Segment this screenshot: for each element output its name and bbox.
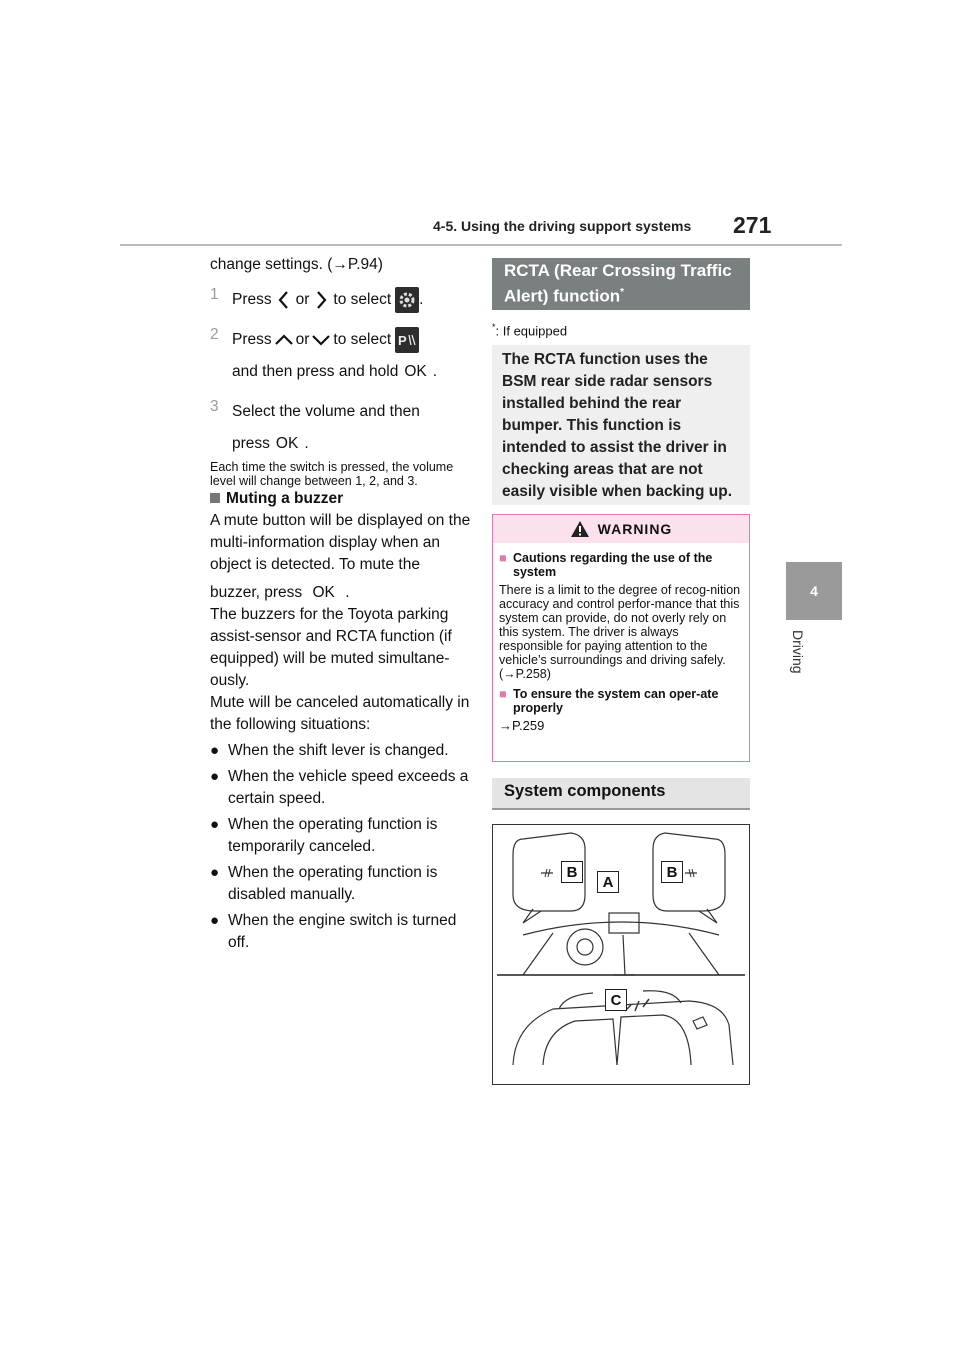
chapter-number: 4 (810, 583, 818, 599)
warning-box (492, 514, 750, 762)
settings-gear-icon (395, 287, 419, 313)
step-text: Select the volume and then (232, 403, 420, 420)
buzzers-paragraph: The buzzers for the Toyota parking assist-sensor and RCTA function (if equipped) will be muted simultane-ously. (210, 606, 452, 689)
step-2 (210, 324, 472, 388)
step-number: 2 (210, 326, 219, 343)
mute-paragraph: A mute button will be displayed on the multi-information display when an object is detected. To mute the (210, 512, 471, 573)
footnote-text: : If equipped (495, 323, 568, 339)
mute-heading-text: Muting a buzzer (226, 490, 344, 507)
warning-subheading (499, 551, 743, 579)
list-item (210, 910, 472, 954)
system-components-figure (492, 824, 750, 1085)
section-title: 4-5. Using the driving support systems (433, 218, 692, 234)
list-item (210, 862, 472, 906)
bullet-icon: ● (210, 912, 220, 929)
bullet-icon: ● (210, 742, 220, 759)
step-text: press (232, 435, 270, 452)
step-text: . (304, 435, 309, 452)
callout-a: A (597, 871, 619, 893)
list-item (210, 766, 472, 810)
vehicle-illustration (493, 825, 749, 1084)
callout-b-right: B (661, 861, 683, 883)
warning-subheading-text: Cautions regarding the use of the system (513, 551, 713, 579)
chevron-left-icon (272, 289, 296, 311)
header-rule (120, 244, 842, 246)
volume-note: Each time the switch is pressed, the volume level will change between 1, 2, and 3. (210, 460, 454, 488)
chevron-up-icon (272, 329, 296, 351)
step-text: or (295, 331, 310, 348)
intro-text: change settings. (→P.94) (210, 256, 383, 273)
ok-button-label: OK (275, 435, 299, 452)
mute-text: buzzer, press (210, 584, 303, 601)
warning-subheading-text: To ensure the system can oper-ate properly (513, 687, 719, 715)
step-text: to select (333, 291, 392, 308)
left-column (210, 254, 472, 954)
system-components-heading: System components (492, 778, 750, 810)
square-bullet-icon: ■ (499, 551, 507, 565)
mute-paragraph-cont (210, 582, 472, 604)
step-text: and then press and hold (232, 363, 399, 380)
list-item-text: When the shift lever is changed. (228, 742, 449, 759)
footnote-marker: * (492, 322, 496, 332)
list-item (210, 740, 472, 762)
footnote-marker: * (620, 287, 625, 298)
chapter-label: Driving (790, 630, 806, 674)
footnote (492, 322, 567, 338)
warning-text: There is a limit to the degree of recog-nition accuracy and control perfor-mance that this system can provide, do not overly rely on this system. The driver is always responsible for paying attention to the vehicle’s surroundings and driving safely. (→P.258) (499, 583, 741, 681)
rcta-heading (492, 258, 750, 310)
svg-text:P: P (398, 333, 407, 348)
cancel-paragraph: Mute will be canceled automatically in the following situations: (210, 694, 470, 733)
callout-b-left: B (561, 861, 583, 883)
callout-c: C (605, 989, 627, 1011)
step-text: or (295, 291, 310, 308)
bullet-icon: ● (210, 816, 220, 833)
step-number: 3 (210, 398, 219, 415)
rcta-intro-box: The RCTA function uses the BSM rear side radar sensors installed behind the rear bumper. This function is intended to assist the driver in checking areas that are not easily visible when backing up. (492, 345, 750, 505)
ok-button-label: OK (312, 584, 335, 601)
warning-reference-link[interactable]: →P.259 (499, 718, 545, 733)
step-text: . (419, 291, 424, 308)
warning-title: WARNING (597, 521, 673, 537)
chevron-right-icon (309, 289, 333, 311)
list-item-text: When the operating function is temporarily canceled. (228, 816, 438, 855)
step-number: 1 (210, 286, 219, 303)
warning-subheading (499, 687, 743, 715)
bullet-icon: ● (210, 768, 220, 785)
mute-heading (210, 488, 472, 510)
parking-sensor-icon (395, 327, 419, 353)
warning-header (493, 515, 749, 543)
page-number: 271 (733, 212, 772, 238)
rcta-heading-text: RCTA (Rear Crossing Traffic Alert) function (504, 261, 732, 306)
chevron-down-icon (309, 329, 333, 351)
list-item-text: When the operating function is disabled manually. (228, 864, 438, 903)
ok-button-label: OK (404, 363, 427, 380)
list-item-text: When the vehicle speed exceeds a certain speed. (228, 768, 469, 807)
chapter-tab (786, 562, 842, 620)
square-bullet-icon (210, 493, 220, 503)
warning-triangle-icon (570, 520, 590, 538)
step-text: to select (333, 331, 392, 348)
step-3 (210, 396, 472, 460)
square-bullet-icon: ■ (499, 687, 507, 701)
bullet-icon: ● (210, 864, 220, 881)
mute-text: . (345, 584, 350, 601)
step-text: Press (232, 291, 272, 308)
list-item (210, 814, 472, 858)
list-item-text: When the engine switch is turned off. (228, 912, 457, 951)
step-text: . (432, 363, 438, 380)
step-text: Press (232, 331, 272, 348)
step-1 (210, 284, 472, 316)
